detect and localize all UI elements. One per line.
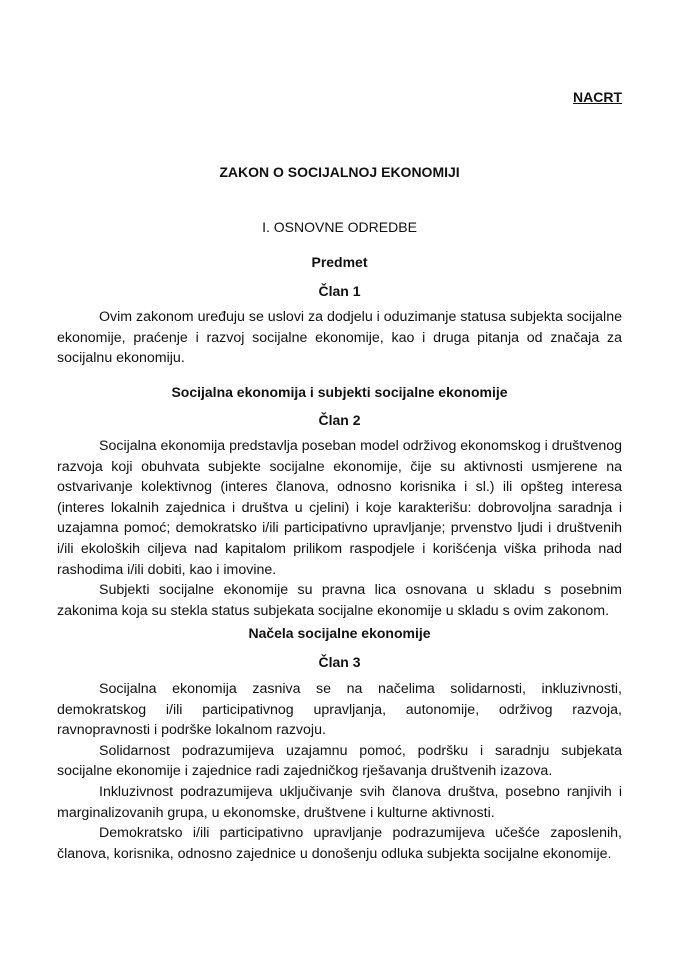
article-1-number: Član 1 <box>318 283 361 299</box>
article-3-paragraph-4: Demokratsko i/ili participativno upravljanje podrazumijeva učešće zaposlenih, članova, korisnika, odnosno zajednice u donošenju odluka subjekta socijalne ekonomije. <box>57 825 622 862</box>
article-3-paragraph-2: Solidarnost podrazumijeva uzajamnu pomoć, podršku i saradnju subjekata socijalne ekonomije i zajednice radi zajedničkog rješavanja društvenih izazova. <box>57 742 622 780</box>
article-3-body <box>57 679 622 864</box>
article-2-paragraph-2: Subjekti socijalne ekonomije su pravna lica osnovana u skladu s posebnim zakonima koja su stekla status subjekata socijalne ekonomije u skladu s ovim zakonom. <box>57 582 622 619</box>
part-title: I. OSNOVNE ODREDBE <box>262 219 417 235</box>
article-2-heading: Socijalna ekonomija i subjekti socijalne ekonomije <box>171 384 508 400</box>
law-title: ZAKON O SOCIJALNOJ EKONOMIJI <box>219 164 460 180</box>
article-2-number: Član 2 <box>318 412 361 428</box>
article-3-paragraph-3: Inkluzivnost podrazumijeva uključivanje svih članova društva, posebno ranjivih i marginalizovanih grupa, u ekonomske, društvene i kulturne aktivnosti. <box>57 783 622 821</box>
article-3-heading: Načela socijalne ekonomije <box>248 625 431 641</box>
article-3-paragraph-1: Socijalna ekonomija zasniva se na načelima solidarnosti, inkluzivnosti, demokratskog i/ili participativnog upravljanja, autonomije, održivog razvoja, ravnopravnosti i podrške lokalnom razvoju. <box>57 681 622 739</box>
article-2-body <box>57 436 622 621</box>
draft-label: NACRT <box>573 89 622 105</box>
article-1-body <box>57 307 622 369</box>
article-2-paragraph-1: Socijalna ekonomija predstavlja poseban model održivog ekonomskog i društvenog razvoja koji obuhvata subjekte socijalne ekonomije, čije su aktivnosti usmjerene na ostvarivanje kolektivnog (interes članova, odnosno korisnika i sl.) ili opšteg interesa (interes lokalnih zajednica i društva u cjelini) i koje karakterišu: dobrovoljna saradnja i uzajamna pomoć; demokratsko i/ili participativno upravljanje; prvenstvo ljudi i društvenih i/ili ekoloških ciljeva nad kapitalom prilikom raspodjele i korišćenja viška prihoda nad rashodima i/ili dobiti, kao i imovine. <box>57 438 622 578</box>
article-1-heading: Predmet <box>311 254 368 270</box>
article-3-number: Član 3 <box>318 654 361 670</box>
article-1-paragraph: Ovim zakonom uređuju se uslovi za dodjelu i oduzimanje statusa subjekta socijalne ekonomije, praćenje i razvoj socijalne ekonomije, kao i druga pitanja od značaja za socijalnu ekonomiju. <box>57 309 622 367</box>
